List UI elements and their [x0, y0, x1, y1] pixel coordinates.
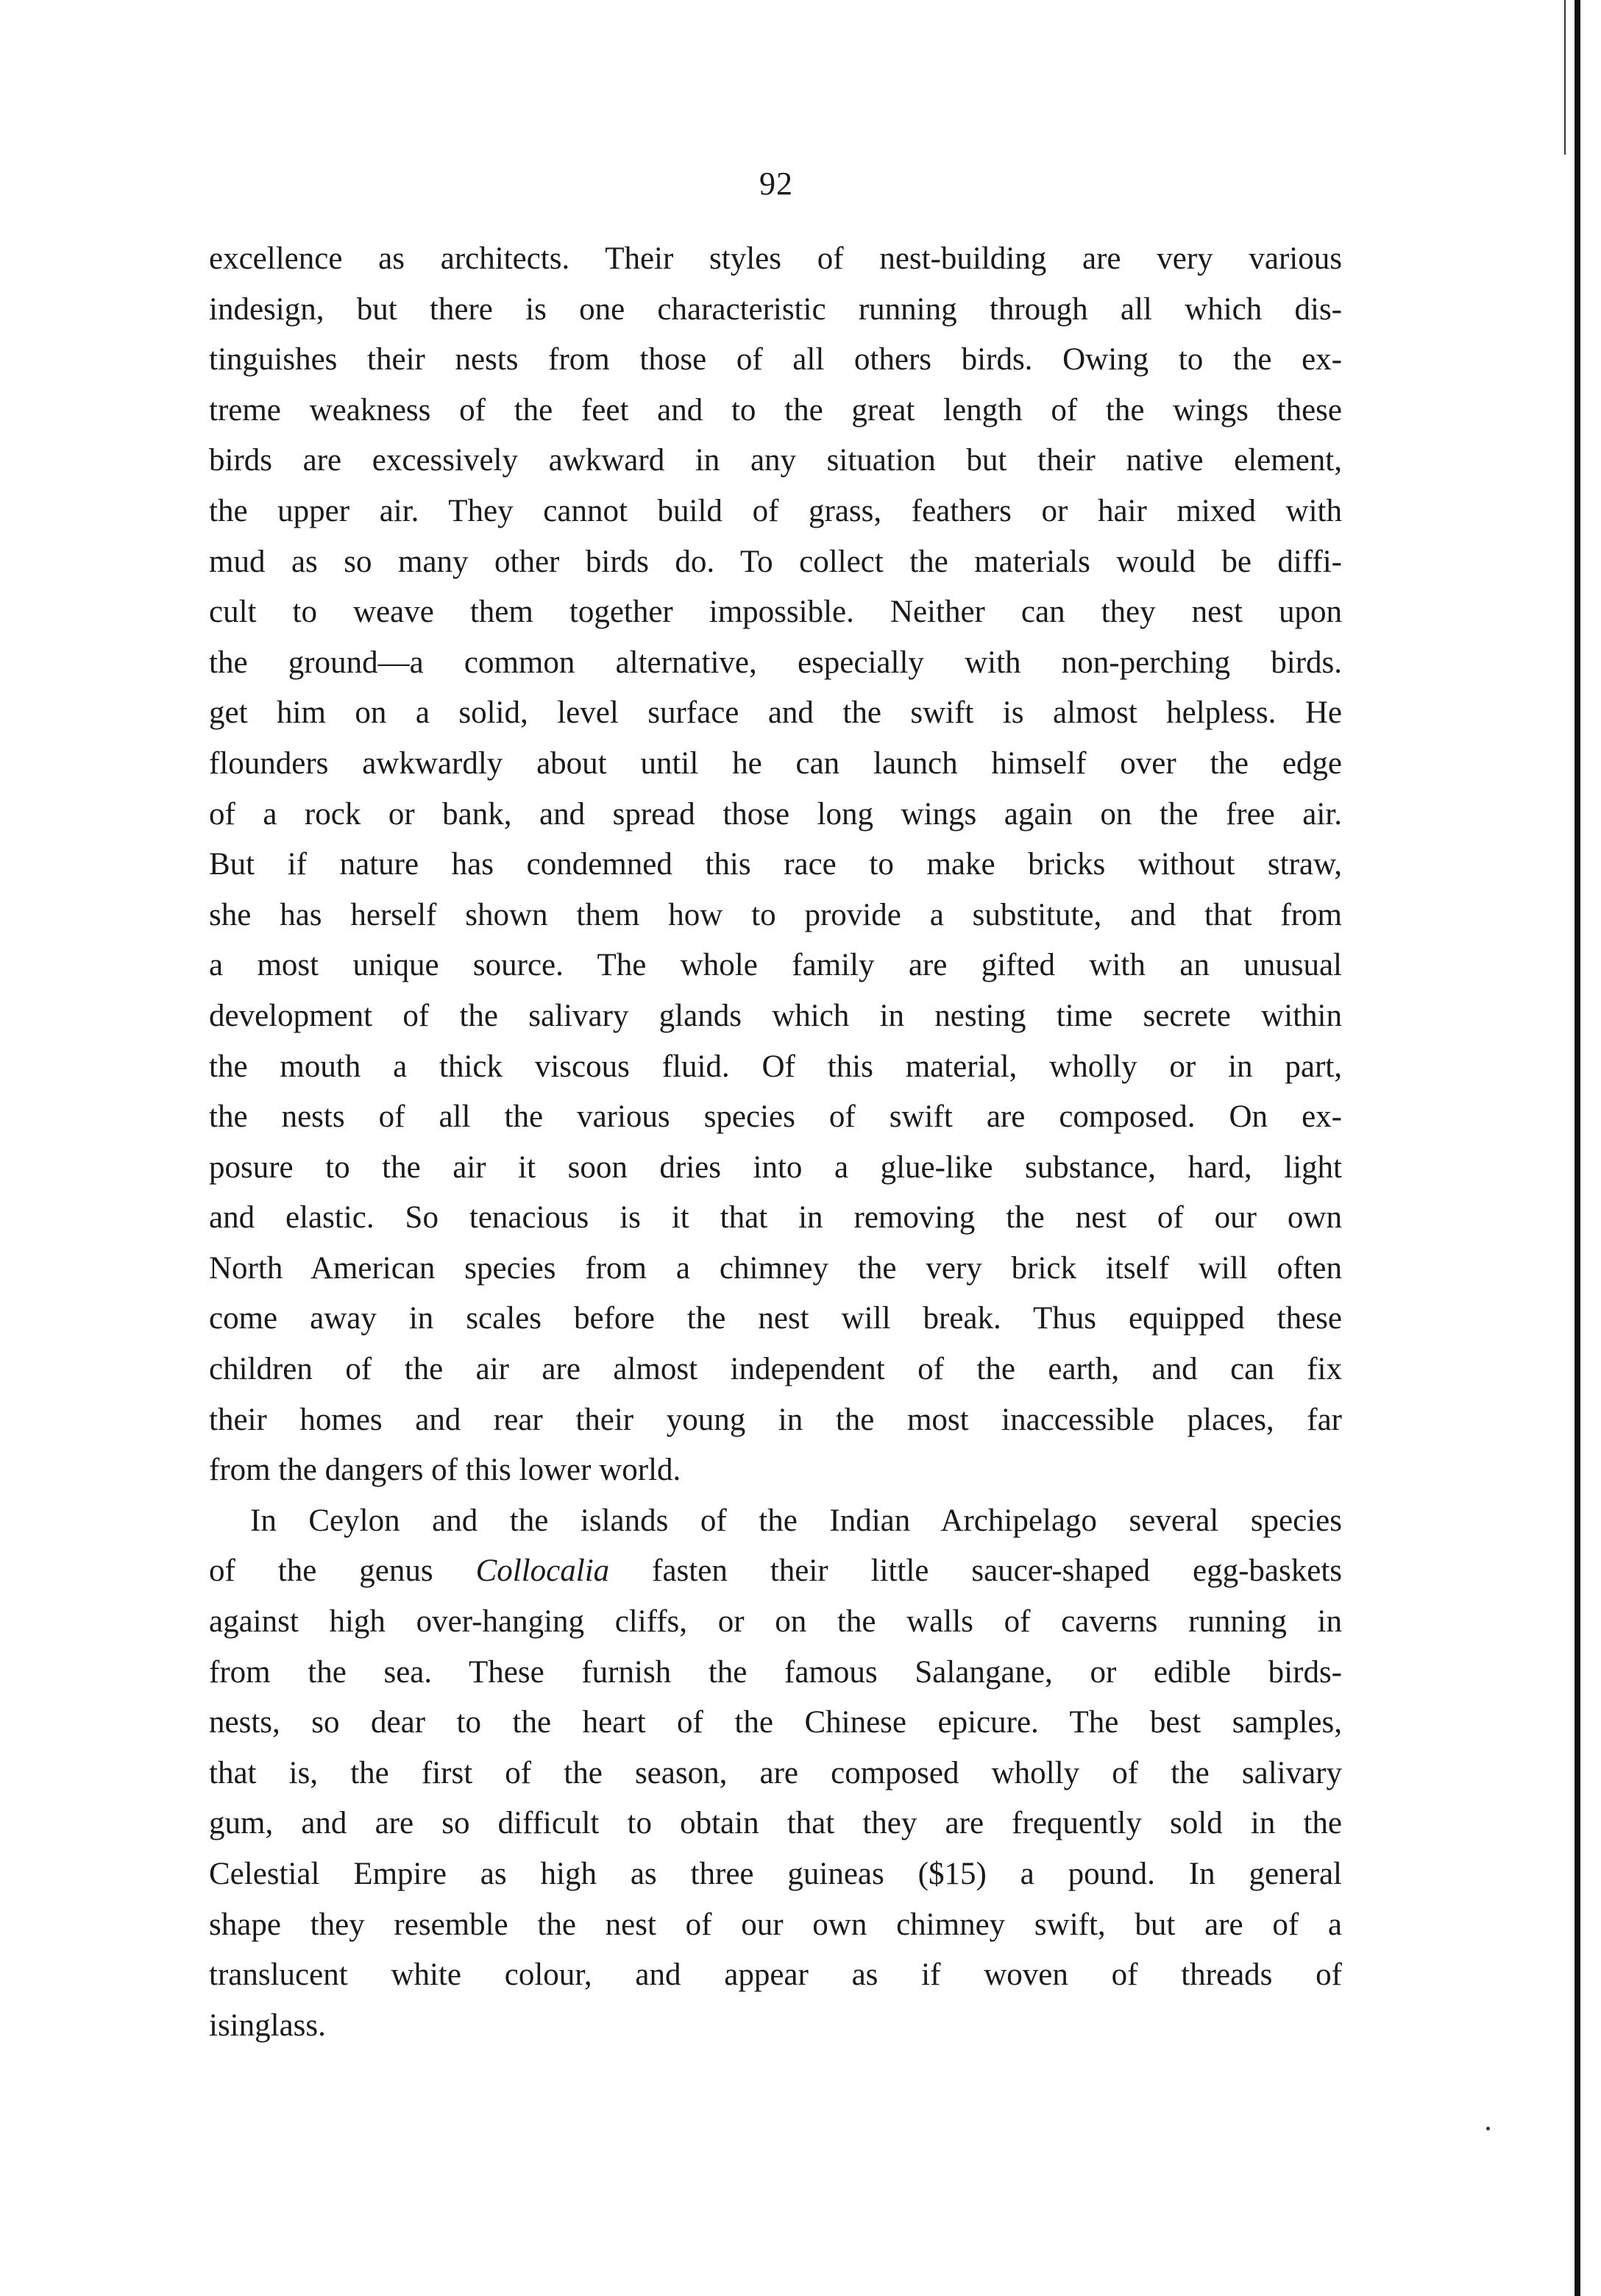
- text-line: In Ceylon and the islands of the Indian Archipelago several species: [250, 1503, 1342, 1538]
- text-line: nests, so dear to the heart of the Chinese epicure. The best samples,: [209, 1705, 1342, 1740]
- text-line: shape they resemble the nest of our own chimney swift, but are of a: [209, 1907, 1342, 1942]
- text-line: the mouth a thick viscous fluid. Of this material, wholly or in part,: [209, 1049, 1342, 1084]
- text-line: of a rock or bank, and spread those long wings again on the free air.: [209, 796, 1342, 832]
- text-line: gum, and are so difficult to obtain that they are frequently sold in the: [209, 1806, 1342, 1841]
- text-line: mud as so many other birds do. To collect the materials would be diffi-: [209, 544, 1342, 579]
- text-line: tinguishes their nests from those of all others birds. Owing to the ex-: [209, 342, 1342, 378]
- body-text: [209, 234, 1342, 2051]
- genus-prefix: of the genus: [209, 1553, 476, 1589]
- text-line: Celestial Empire as high as three guineas ($15) a pound. In general: [209, 1857, 1342, 1891]
- text-line: birds are excessively awkward in any situation but their native element,: [209, 443, 1342, 478]
- text-line: isinglass.: [209, 2008, 326, 2043]
- text-line: a most unique source. The whole family are gifted with an unusual: [209, 948, 1342, 983]
- text-line: the upper air. They cannot build of grass, feathers or hair mixed with: [209, 493, 1342, 528]
- text-line: children of the air are almost independent of the earth, and can fix: [209, 1352, 1342, 1387]
- text-line: North American species from a chimney the very brick itself will often: [209, 1250, 1342, 1286]
- scan-speck: [1486, 2127, 1490, 2130]
- text-line: from the sea. These furnish the famous Salangane, or edible birds-: [209, 1654, 1342, 1690]
- text-line: get him on a solid, level surface and the swift is almost helpless. He: [209, 695, 1342, 731]
- text-line: development of the salivary glands which in nesting time secrete within: [209, 998, 1342, 1033]
- genus-name: Collocalia: [475, 1553, 610, 1589]
- text-line: that is, the first of the season, are composed wholly of the salivary: [209, 1755, 1342, 1790]
- text-line: excellence as architects. Their styles of nest-building are very various: [209, 241, 1342, 276]
- text-line: their homes and rear their young in the most inaccessible places, far: [209, 1402, 1342, 1437]
- text-line: But if nature has condemned this race to make bricks without straw,: [209, 847, 1342, 882]
- text-line: flounders awkwardly about until he can launch himself over the edge: [209, 745, 1342, 781]
- text-line: and elastic. So tenacious is it that in removing the nest of our own: [209, 1200, 1342, 1236]
- text-line: posure to the air it soon dries into a glue-like substance, hard, light: [209, 1149, 1342, 1185]
- text-line: indesign, but there is one characteristic running through all which dis-: [209, 291, 1342, 327]
- paragraph-1: [209, 234, 1342, 1496]
- text-line-genus: [209, 1546, 1342, 1597]
- text-line: the ground—a common alternative, especially with non-perching birds.: [209, 645, 1342, 680]
- text-line: cult to weave them together impossible. Neither can they nest upon: [209, 595, 1342, 630]
- genus-suffix: fasten their little saucer-shaped egg-baskets: [609, 1553, 1343, 1589]
- scan-edge-border: [1575, 0, 1580, 2296]
- page-number: 92: [759, 166, 793, 202]
- text-line: the nests of all the various species of swift are composed. On ex-: [209, 1099, 1342, 1135]
- text-line: come away in scales before the nest will break. Thus equipped these: [209, 1301, 1342, 1336]
- text-line: treme weakness of the feet and to the great length of the wings these: [209, 392, 1342, 428]
- text-line: translucent white colour, and appear as if woven of threads of: [209, 1957, 1342, 1993]
- paragraph-2: [209, 1496, 1342, 2052]
- text-line: she has herself shown them how to provide a substitute, and that from: [209, 897, 1342, 932]
- scan-edge-shadow: [1564, 0, 1566, 155]
- text-line: against high over-hanging cliffs, or on the walls of caverns running in: [209, 1604, 1342, 1640]
- text-line: from the dangers of this lower world.: [209, 1453, 681, 1488]
